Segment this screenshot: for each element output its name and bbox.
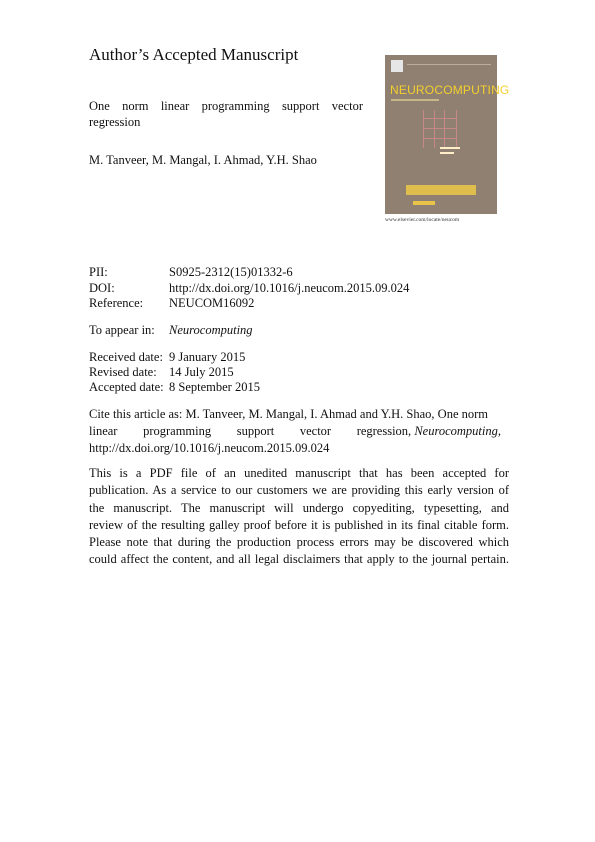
reference-label: Reference: bbox=[89, 296, 144, 310]
cover-text-line bbox=[440, 152, 454, 154]
doi-label: DOI: bbox=[89, 281, 115, 295]
cover-footer-text bbox=[413, 201, 435, 205]
disclaimer-line: review of the resulting galley proof before it is published in its final citable form. bbox=[89, 517, 509, 532]
cover-text-line bbox=[440, 147, 460, 149]
received-date-value: 9 January 2015 bbox=[169, 350, 246, 364]
appear-in-journal: Neurocomputing bbox=[169, 323, 253, 337]
citation-line: Cite this article as: M. Tanveer, M. Mangal, I. Ahmad and Y.H. Shao, One norm bbox=[89, 407, 489, 421]
manuscript-header: Author’s Accepted Manuscript bbox=[89, 45, 299, 64]
revised-date-label: Revised date: bbox=[89, 365, 157, 379]
cover-graphic bbox=[423, 110, 457, 148]
citation-word: linear bbox=[89, 424, 118, 438]
author-list: M. Tanveer, M. Mangal, I. Ahmad, Y.H. Shao bbox=[89, 153, 317, 167]
disclaimer-line: the manuscript. The manuscript will undergo copyediting, typesetting, and bbox=[89, 500, 509, 515]
citation-line bbox=[89, 423, 501, 440]
disclaimer-line: publication. As a service to our customers we are providing this early version of bbox=[89, 483, 509, 498]
article-title: One norm linear programming support vector regression bbox=[89, 99, 363, 129]
citation-word: vector bbox=[299, 424, 332, 438]
publisher-logo-icon bbox=[391, 60, 403, 72]
reference-value: NEUCOM16092 bbox=[169, 296, 255, 310]
cover-footer-text bbox=[406, 185, 476, 195]
citation-block bbox=[89, 406, 501, 458]
citation-word bbox=[357, 423, 501, 440]
accepted-date-value: 8 September 2015 bbox=[169, 380, 260, 394]
cover-journal-name: NEUROCOMPUTING bbox=[390, 83, 510, 97]
citation-word: programming bbox=[143, 424, 212, 438]
cover-rule bbox=[407, 64, 491, 65]
journal-url[interactable]: www.elsevier.com/locate/neucom bbox=[385, 217, 460, 223]
disclaimer-line: could affect the content, and all legal disclaimers that apply to the journal pertain. bbox=[89, 552, 509, 567]
citation-word: regression, bbox=[356, 424, 412, 438]
disclaimer-line: This is a PDF file of an unedited manuscript that has been accepted for bbox=[89, 466, 509, 480]
cover-subtitle-bar bbox=[391, 99, 439, 101]
citation-word: support bbox=[236, 424, 275, 438]
revised-date-value: 14 July 2015 bbox=[169, 365, 234, 379]
citation-doi-link[interactable]: http://dx.doi.org/10.1016/j.neucom.2015.09.024 bbox=[89, 441, 330, 455]
journal-cover-image bbox=[385, 55, 510, 214]
pii-value: S0925-2312(15)01332-6 bbox=[169, 265, 293, 279]
appear-in-label: To appear in: bbox=[89, 323, 155, 337]
accepted-date-label: Accepted date: bbox=[89, 380, 164, 394]
citation-journal: Neurocomputing, bbox=[414, 424, 501, 438]
disclaimer-line: Please note that during the production process errors may be discovered which bbox=[89, 535, 509, 550]
doi-link[interactable]: http://dx.doi.org/10.1016/j.neucom.2015.09.024 bbox=[169, 281, 410, 295]
received-date-label: Received date: bbox=[89, 350, 163, 364]
pii-label: PII: bbox=[89, 265, 108, 279]
disclaimer-paragraph bbox=[89, 465, 509, 575]
